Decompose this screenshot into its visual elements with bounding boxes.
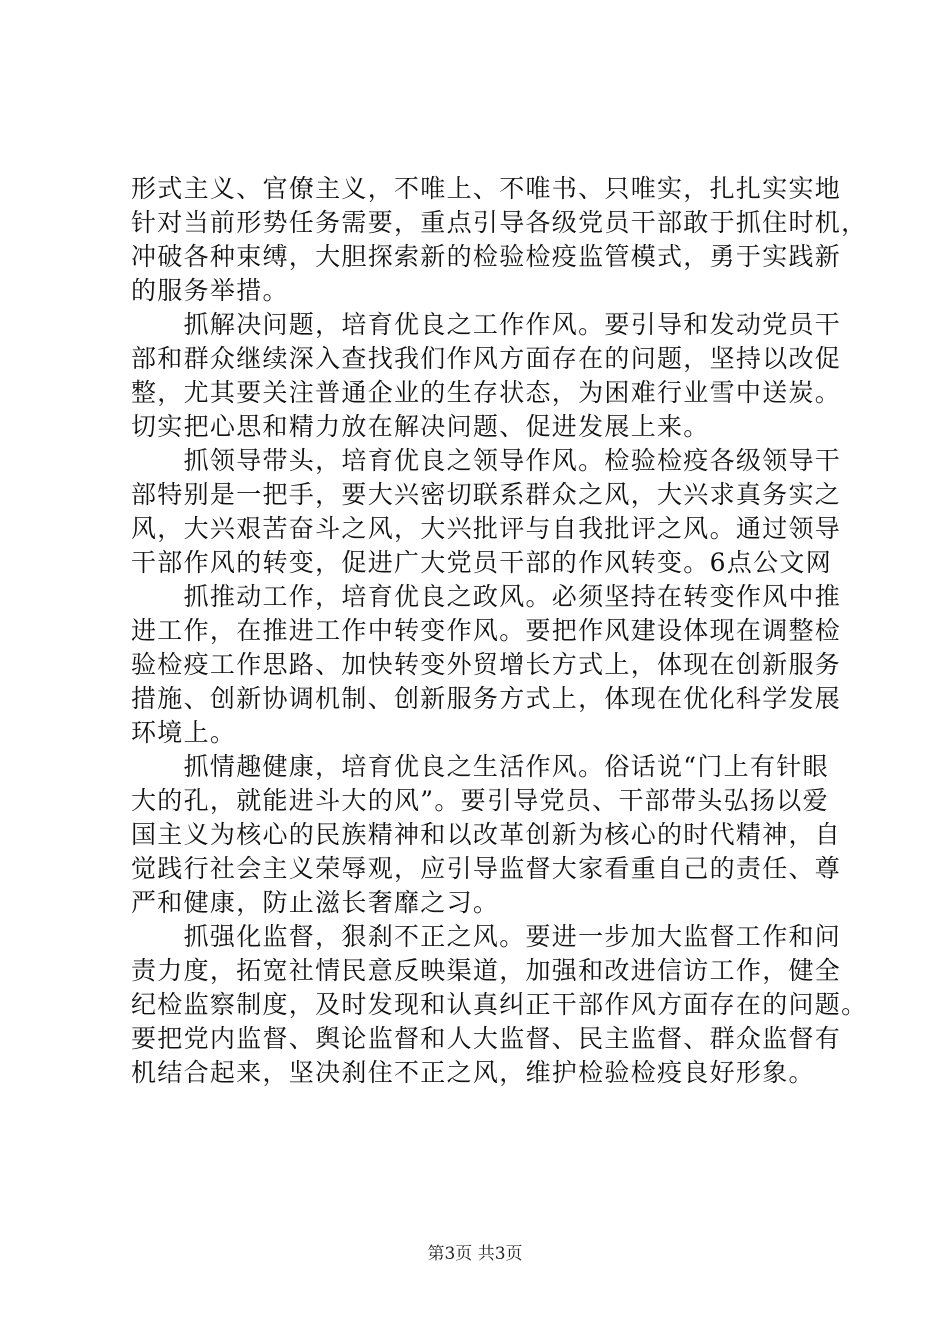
text-line: 责力度，拓宽社情民意反映渠道，加强和改进信访工作，健全	[131, 956, 842, 985]
text-line: 抓推动工作，培育优良之政风。必须坚持在转变作风中推	[131, 582, 842, 611]
text-line: 国主义为核心的民族精神和以改革创新为核心的时代精神，自	[131, 820, 842, 849]
text-line: 抓强化监督，狠刹不正之风。要进一步加大监督工作和问	[131, 922, 842, 951]
body-text	[131, 172, 868, 1090]
text-line: 的服务举措。	[131, 276, 289, 305]
text-line: 抓情趣健康，培育优良之生活作风。俗话说“门上有针眼	[131, 752, 829, 781]
text-line: 验检疫工作思路、加快转变外贸增长方式上，体现在创新服务	[131, 650, 842, 679]
text-line: 要把党内监督、舆论监督和人大监督、民主监督、群众监督有	[131, 1024, 842, 1053]
text-line: 整，尤其要关注普通企业的生存状态，为困难行业雪中送炭。	[131, 378, 842, 407]
text-line: 抓领导带头，培育优良之领导作风。检验检疫各级领导干	[131, 446, 842, 475]
text-line: 部特别是一把手，要大兴密切联系群众之风，大兴求真务实之	[131, 480, 842, 509]
text-line: 针对当前形势任务需要，重点引导各级党员干部敢于抓住时机，	[131, 208, 868, 237]
text-line: 形式主义、官僚主义，不唯上、不唯书、只唯实，扎扎实实地	[131, 174, 842, 203]
text-line: 机结合起来，坚决刹住不正之风，维护检验检疫良好形象。	[131, 1058, 815, 1087]
text-line: 切实把心思和精力放在解决问题、促进发展上来。	[131, 412, 710, 441]
text-line: 觉践行社会主义荣辱观，应引导监督大家看重自己的责任、尊	[131, 854, 842, 883]
text-line: 冲破各种束缚，大胆探索新的检验检疫监管模式，勇于实践新	[131, 242, 842, 271]
text-line: 部和群众继续深入查找我们作风方面存在的问题，坚持以改促	[131, 344, 842, 373]
text-line: 大的孔，就能进斗大的风”。要引导党员、干部带头弘扬以爱	[131, 786, 829, 815]
text-line: 进工作，在推进工作中转变作风。要把作风建设体现在调整检	[131, 616, 842, 645]
text-line: 干部作风的转变，促进广大党员干部的作风转变。6点公文网	[131, 548, 833, 577]
text-line: 措施、创新协调机制、创新服务方式上，体现在优化科学发展	[131, 684, 842, 713]
text-line: 抓解决问题，培育优良之工作作风。要引导和发动党员干	[131, 310, 842, 339]
text-line: 严和健康，防止滋长奢靡之习。	[131, 888, 500, 917]
text-line: 纪检监察制度，及时发现和认真纠正干部作风方面存在的问题。	[131, 990, 868, 1019]
text-line: 环境上。	[131, 718, 237, 747]
page-number-footer: 第3页 共3页	[427, 1244, 523, 1264]
text-line: 风，大兴艰苦奋斗之风，大兴批评与自我批评之风。通过领导	[131, 514, 842, 543]
